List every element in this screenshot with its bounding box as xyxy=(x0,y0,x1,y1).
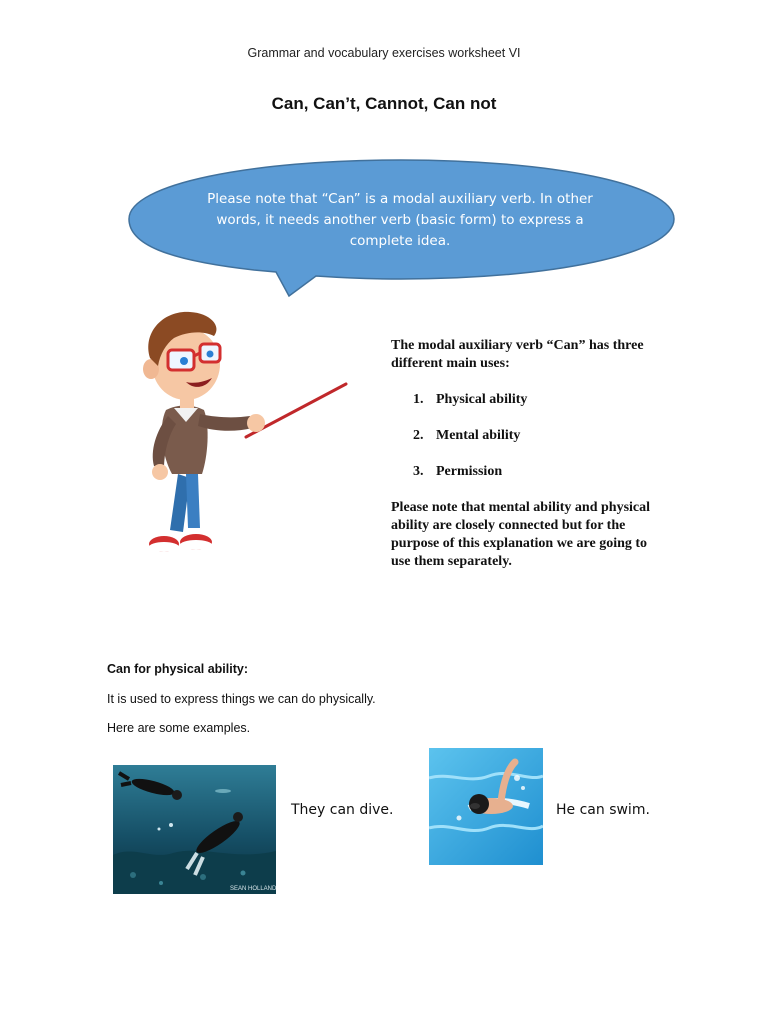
can-uses-block xyxy=(391,337,666,571)
scuba-divers-photo xyxy=(113,765,276,894)
page-title: Can, Can’t, Cannot, Can not xyxy=(271,94,497,113)
list-item: 3. Permission xyxy=(413,464,503,479)
swim-caption: He can swim. xyxy=(556,802,650,818)
swimmer-photo xyxy=(429,748,543,865)
speech-bubble-text: Please note that “Can” is a modal auxiliary verb. In other words, it needs another verb (basic form) to express a complete idea. xyxy=(207,191,593,249)
section-description: It is used to express things we can do physically. xyxy=(107,692,376,706)
list-item: 1. Physical ability xyxy=(413,392,528,407)
uses-intro: The modal auxiliary verb “Can” has three different main uses: xyxy=(391,338,644,371)
dive-caption: They can dive. xyxy=(291,802,394,818)
uses-list xyxy=(413,391,666,481)
teacher-cartoon-illustration xyxy=(128,306,350,558)
worksheet-subtitle: Grammar and vocabulary exercises worksheet VI xyxy=(247,46,521,60)
list-item: 2. Mental ability xyxy=(413,428,521,443)
uses-note: Please note that mental ability and physical ability are closely connected but for the purpose of this explanation we are going to use them separately. xyxy=(391,500,651,569)
section-heading: Can for physical ability: xyxy=(107,662,249,676)
examples-intro: Here are some examples. xyxy=(107,721,251,735)
photo-watermark: SEAN HOLLAND xyxy=(230,886,276,892)
